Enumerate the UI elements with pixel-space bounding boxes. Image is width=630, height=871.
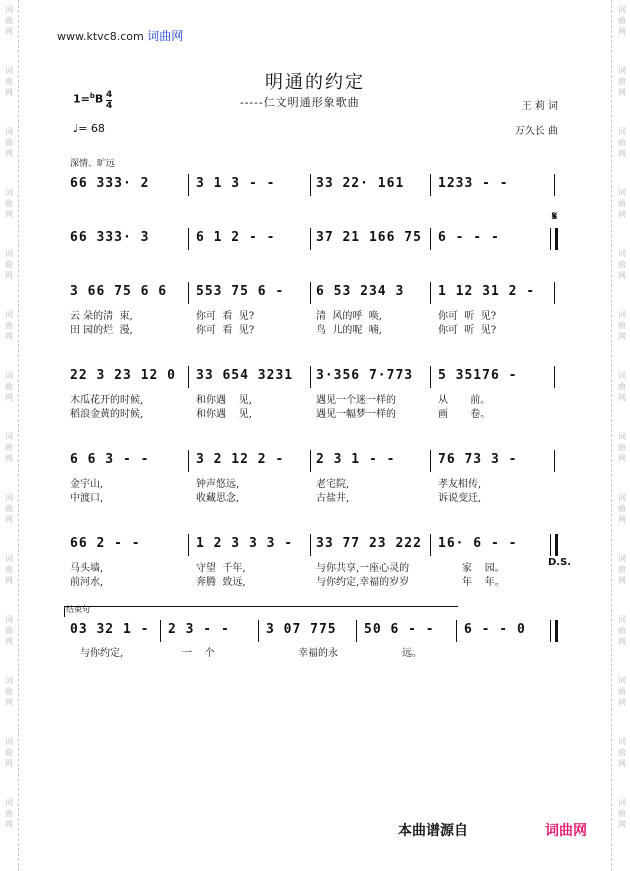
measure: 66 2 - - xyxy=(70,536,141,551)
staff-row-4 xyxy=(64,368,564,390)
lyric-phrase: 你可 看 见? xyxy=(196,311,255,322)
lyric-phrase: 你可 听 见? xyxy=(438,325,497,336)
tempo-marking: ♩= 68 xyxy=(73,122,105,135)
barline xyxy=(310,282,311,304)
song-title: 明通的约定 xyxy=(265,72,365,93)
measure: 553 75 6 - xyxy=(196,284,285,299)
lyric-phrase: 马头墙, xyxy=(70,563,104,574)
lyric-phrase: 老宅院, xyxy=(316,479,350,490)
lyric-phrase: 和你遇 见, xyxy=(196,395,252,406)
barline xyxy=(430,450,431,472)
staff-row-3 xyxy=(64,284,564,306)
watermark-glyphs: 词 曲 网 xyxy=(618,188,626,219)
barline xyxy=(554,174,555,196)
time-signature xyxy=(106,90,112,111)
lyric-phrase: 收藏思念, xyxy=(196,493,240,504)
barline xyxy=(456,620,457,642)
barline xyxy=(310,450,311,472)
key-note: B xyxy=(94,92,104,106)
watermark-glyphs: 词 曲 网 xyxy=(5,249,13,280)
time-bottom: 4 xyxy=(106,101,113,111)
barline xyxy=(310,174,311,196)
footer-site-link[interactable]: 词曲网 xyxy=(545,823,587,839)
lyric-phrase: 孝友相传, xyxy=(438,479,482,490)
lyric-phrase: 前河水, xyxy=(70,577,104,588)
barline xyxy=(310,534,311,556)
measure: 76 73 3 - xyxy=(438,452,518,467)
watermark-glyphs: 词 曲 网 xyxy=(618,371,626,402)
watermark-glyphs: 词 曲 网 xyxy=(618,249,626,280)
measure: 6 - - - xyxy=(438,230,500,245)
final-barline xyxy=(550,620,558,642)
lyric-phrase: 与你约定, xyxy=(80,648,124,659)
watermark-glyphs: 词 曲 网 xyxy=(618,798,626,829)
staff-row-1 xyxy=(64,176,564,198)
measure: 16· 6 - - xyxy=(438,536,518,551)
segno-sign: 𝄋 xyxy=(552,209,558,223)
measure: 3·356 7·773 xyxy=(316,368,414,383)
lyric-line-7 xyxy=(70,644,570,699)
lyric-phrase: 中渡口, xyxy=(70,493,104,504)
double-barline xyxy=(550,228,558,250)
lyricist-credit: 王 莉 词 xyxy=(521,101,558,112)
site-name[interactable]: 词曲网 xyxy=(147,29,184,43)
measure: 3 07 775 xyxy=(266,622,337,637)
barline xyxy=(258,620,259,642)
barline xyxy=(188,282,189,304)
measure: 33 77 23 222 xyxy=(316,536,422,551)
watermark-glyphs: 词 曲 网 xyxy=(5,432,13,463)
lyric-phrase: 守望 千年, xyxy=(196,563,246,574)
watermark-glyphs: 词 曲 网 xyxy=(5,188,13,219)
lyric-phrase: 稻浪金黄的时候, xyxy=(70,409,144,420)
song-subtitle: -----仁文明通形象歌曲 xyxy=(240,96,360,109)
barline xyxy=(188,366,189,388)
site-header xyxy=(57,27,183,44)
measure: 37 21 166 75 xyxy=(316,230,422,245)
measure: 6 6 3 - - xyxy=(70,452,150,467)
watermark-glyphs: 词 曲 网 xyxy=(5,371,13,402)
watermark-glyphs: 词 曲 网 xyxy=(618,66,626,97)
measure: 2 3 1 - - xyxy=(316,452,396,467)
barline xyxy=(430,534,431,556)
barline xyxy=(188,174,189,196)
lyric-phrase: 清 风的呼 唤, xyxy=(316,311,382,322)
measure: 1 12 31 2 - xyxy=(438,284,536,299)
watermark-glyphs: 词 曲 网 xyxy=(618,615,626,646)
watermark-glyphs: 词 曲 网 xyxy=(618,554,626,585)
watermark-glyphs: 词 曲 网 xyxy=(5,127,13,158)
key-signature xyxy=(73,92,103,106)
time-top: 4 xyxy=(106,90,113,100)
lyric-phrase: 家 园。 xyxy=(462,563,505,574)
barline xyxy=(310,366,311,388)
barline xyxy=(554,366,555,388)
barline xyxy=(356,620,357,642)
barline xyxy=(554,450,555,472)
watermark-glyphs: 词 曲 网 xyxy=(5,676,13,707)
lyric-phrase: 你可 听 见? xyxy=(438,311,497,322)
lyric-phrase: 年 年。 xyxy=(462,577,505,588)
barline xyxy=(160,620,161,642)
watermark-glyphs: 词 曲 网 xyxy=(618,432,626,463)
lyric-phrase: 奔腾 致远, xyxy=(196,577,246,588)
lyric-phrase: 和你遇 见, xyxy=(196,409,252,420)
dal-segno-mark: D.S. xyxy=(548,557,572,568)
lyric-phrase: 木瓜花开的时候, xyxy=(70,395,144,406)
watermark-glyphs: 词 曲 网 xyxy=(5,615,13,646)
ending-label: 结束句 xyxy=(66,605,90,614)
lyric-phrase: 画 卷。 xyxy=(438,409,491,420)
watermark-glyphs: 词 曲 网 xyxy=(618,310,626,341)
barline xyxy=(188,228,189,250)
measure: 5 35176 - xyxy=(438,368,518,383)
composer-credit: 万久长 曲 xyxy=(514,126,558,137)
staff-row-6 xyxy=(64,536,564,558)
barline xyxy=(430,282,431,304)
lyric-phrase: 遇见一幅梦一样的 xyxy=(316,409,396,420)
watermark-glyphs: 词 曲 网 xyxy=(618,5,626,36)
lyric-line-6b xyxy=(70,573,570,628)
measure: 2 3 - - xyxy=(168,622,230,637)
watermark-glyphs: 词 曲 网 xyxy=(5,310,13,341)
lyric-phrase: 与你约定,幸福的岁岁 xyxy=(316,577,410,588)
watermark-glyphs: 词 曲 网 xyxy=(618,127,626,158)
watermark-glyphs: 词 曲 网 xyxy=(5,5,13,36)
measure: 33 22· 161 xyxy=(316,176,405,191)
barline xyxy=(188,534,189,556)
measure: 6 - - 0 xyxy=(464,622,526,637)
measure: 66 333· 2 xyxy=(70,176,150,191)
staff-row-5 xyxy=(64,452,564,474)
watermark-glyphs: 词 曲 网 xyxy=(618,737,626,768)
lyric-phrase: 鸟 儿的呢 喃, xyxy=(316,325,382,336)
measure: 6 1 2 - - xyxy=(196,230,276,245)
watermark-glyphs: 词 曲 网 xyxy=(618,493,626,524)
lyric-phrase: 古盐井, xyxy=(316,493,350,504)
ending-bracket xyxy=(64,606,458,617)
watermark-glyphs: 词 曲 网 xyxy=(5,737,13,768)
barline xyxy=(188,450,189,472)
barline xyxy=(430,228,431,250)
lyric-phrase: 云 朵的清 束, xyxy=(70,311,133,322)
lyric-phrase: 幸福的永 xyxy=(298,648,338,659)
measure: 3 1 3 - - xyxy=(196,176,276,191)
staff-row-7 xyxy=(64,622,564,644)
lyric-phrase: 金宇山, xyxy=(70,479,104,490)
lyric-phrase: 与你共享,一座心灵的 xyxy=(316,563,410,574)
barline xyxy=(310,228,311,250)
lyric-phrase: 诉说变迁, xyxy=(438,493,482,504)
key-flat: b xyxy=(89,92,95,100)
key-prefix: 1= xyxy=(73,92,90,106)
lyric-phrase: 远。 xyxy=(402,648,422,659)
measure: 03 32 1 - xyxy=(70,622,150,637)
left-margin-watermark xyxy=(0,0,19,871)
barline xyxy=(430,174,431,196)
measure: 1233 - - xyxy=(438,176,509,191)
watermark-glyphs: 词 曲 网 xyxy=(5,493,13,524)
watermark-glyphs: 词 曲 网 xyxy=(618,676,626,707)
double-barline xyxy=(550,534,558,556)
expression-marking: 深情、旷远 xyxy=(70,159,116,169)
lyric-phrase: 田 园的烂 漫, xyxy=(70,325,133,336)
measure: 3 66 75 6 6 xyxy=(70,284,168,299)
measure: 1 2 3 3 3 - xyxy=(196,536,294,551)
lyric-phrase: 你可 看 见? xyxy=(196,325,255,336)
barline xyxy=(430,366,431,388)
barline xyxy=(554,282,555,304)
measure: 22 3 23 12 0 xyxy=(70,368,176,383)
site-url[interactable]: www.ktvc8.com xyxy=(57,30,144,43)
measure: 50 6 - - xyxy=(364,622,435,637)
staff-row-2 xyxy=(64,230,564,252)
measure: 66 333· 3 xyxy=(70,230,150,245)
watermark-glyphs: 词 曲 网 xyxy=(5,554,13,585)
lyric-phrase: 钟声悠远, xyxy=(196,479,240,490)
watermark-glyphs: 词 曲 网 xyxy=(5,798,13,829)
lyric-phrase: 遇见一个迷一样的 xyxy=(316,395,396,406)
lyric-phrase: 从 前。 xyxy=(438,395,491,406)
lyric-phrase: 一 个 xyxy=(182,648,215,659)
right-margin-watermark xyxy=(611,0,630,871)
footer-source-text: 本曲谱源自 xyxy=(398,823,468,839)
measure: 33 654 3231 xyxy=(196,368,294,383)
watermark-glyphs: 词 曲 网 xyxy=(5,66,13,97)
measure: 3 2 12 2 - xyxy=(196,452,285,467)
measure: 6 53 234 3 xyxy=(316,284,405,299)
